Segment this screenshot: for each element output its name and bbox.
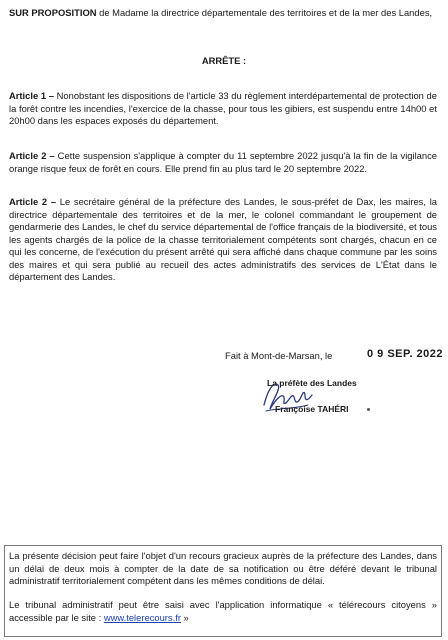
telerecours-text-end: » [180,611,189,623]
article-3-label: Article 2 – [9,196,57,207]
signatory-name: Françoise TAHÉRI [275,404,349,414]
intro-text: de Madame la directrice départementale des territoires et de la mer des Landes, [96,7,433,18]
intro-lead: SUR PROPOSITION [9,7,97,18]
done-at-line: Fait à Mont-de-Marsan, le [225,350,333,361]
article-1-label: Article 1 – [9,90,54,101]
article-1 [9,90,437,128]
telerecours-text: Le tribunal administratif peut être saisi avec l'application informatique « télérecours citoyens » accessible par le site : [9,599,437,623]
decree-heading: ARRÊTE : [201,55,247,66]
signatory-title: La préfète des Landes [267,378,357,388]
date-stamp: 0 9 SEP. 2022 [367,348,444,360]
telerecours-paragraph [9,599,437,624]
article-2-text: Cette suspension s'applique à compter du 11 septembre 2022 jusqu'à la fin de la vigilance orange risque feux de forêt en cours. Elle prend fin au plus tard le 20 septembre 2022. [9,150,437,174]
article-2 [9,150,437,175]
appeal-notice-paragraph: La présente décision peut faire l'objet d'un recours gracieux auprès de la préfecture des Landes, dans un délai de deux mois à compter de la date de sa notification ou être déféré devant le tribunal administratif territorialement compétent dans les mêmes conditions de délai. [9,550,437,586]
intro-paragraph [9,7,437,20]
article-2-label: Article 2 – [9,150,55,161]
article-3-text: Le secrétaire général de la préfecture des Landes, le sous-préfet de Dax, les maires, la directrice départementale des territoires et de la mer, le colonel commandant le groupement de gendarmerie des Landes, le chef du service départemental de l'office français de la biodiversité, et tous les agents chargés de la police de la chasse territorialement compétents sont chargés, chacun en ce qui les concerne, de l'exécution du présent arrêté qui sera affiché dans chaque commune par les soins des maires et qui sera publié au recueil des actes administratifs des services de L'État dans le département des Landes. [9,196,437,282]
telerecours-link[interactable]: www.telerecours.fr [103,611,181,623]
article-1-text: Nonobstant les dispositions de l'article 33 du règlement interdépartemental de protection de la forêt contre les incendies, l'exercice de la chasse, pour tous les gibiers, est suspendu entre 14h00 et 20h00 dans les espaces exposés du département. [9,90,437,126]
decorative-dot [367,408,370,411]
article-3 [9,196,437,284]
